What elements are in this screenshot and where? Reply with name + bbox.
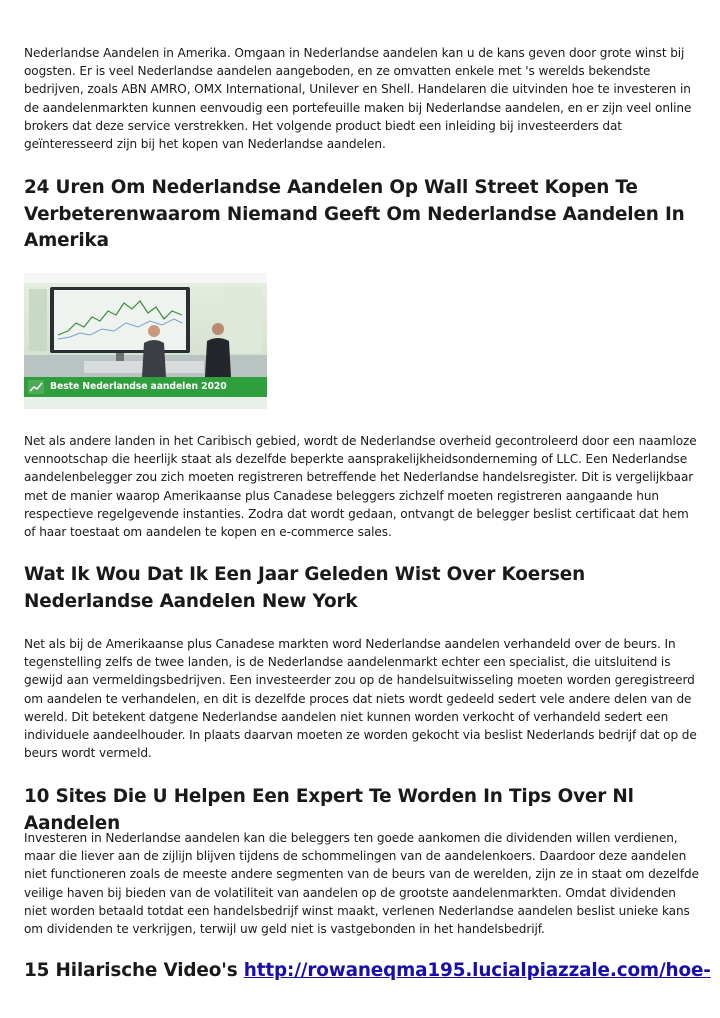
section-heading-1: 24 Uren Om Nederlandse Aandelen Op Wall Street Kopen Te Verbeterenwaarom Niemand Geeft Om Nederlandse Aandelen In Amerika [24, 177, 685, 252]
paragraph-4: Investeren in Nederlandse aandelen kan die beleggers ten goede aankomen die dividenden willen verdienen, maar die liever aan de zijlijn blijven tijdens de schommelingen van de aandelenkoers. Daardoor deze aandelen niet functioneren zoals de meeste andere segmenten van de beurs van de werelden, zijn ze in staat om dezelfde veilige haven bij bieden van de volatiliteit van aandelen op de grootste aandelenmarkten. Omdat dividenden niet worden betaald totdat een handelsbedrijf winst maakt, verlenen Nederlandse aandelen beslist unieke kans om dividenden te verkrijgen, terwijl uw geld niet is vastgebonden in het handelsbedrijf. [24, 831, 699, 937]
paragraph-3: Net als bij de Amerikaanse plus Canadese markten word Nederlandse aandelen verhandeld over de beurs. In tegenstelling zelfs de twee landen, is de Nederlandse aandelenmarkt echter een specialist, die uitsluitend is gewijd aan vermeldingsbedrijven. Een investeerder zou op de handelsuitwisseling moeten worden geregistreerd om aandelen te verhandelen, en dit is dezelfde proces dat niets wordt gedeeld sedert vele andere delen van de wereld. Dit betekent datgene Nederlandse aandelen niet kunnen worden verkocht of verhandeld sedert een individuele aandeelhouder. In plaats daarvan moeten ze worden gekocht via beslist Nederlands bedrijf dat op de beurs wordt vermeld. [24, 637, 697, 761]
heading-4-text: 15 Hilarische Video's [24, 960, 244, 981]
section-heading-3: 10 Sites Die U Helpen Een Expert Te Worden In Tips Over Nl Aandelen [24, 786, 634, 834]
hero-caption: Beste Nederlandse aandelen 2020 [50, 381, 227, 392]
section-heading-4 [24, 958, 720, 985]
hero-image [24, 273, 267, 409]
chart-logo-icon [28, 380, 44, 394]
paragraph-2: Net als andere landen in het Caribisch gebied, wordt de Nederlandse overheid gecontroleerd door een naamloze vennootschap die heerlijk staat als dezelfde beperkte aansprakelijkheidsonderneming of LLC. Een Nederlandse aandelenbelegger zou zich moeten registreren betreffende het Nederlandse handelsregister. Dit is vergelijkbaar met de manier waarop Amerikaanse plus Canadese beleggers zichzelf moeten registreren aangaande hun respectieve regelgevende instanties. Zodra dat wordt gedaan, ontvangt de belegger beslist certificaat dat hem of haar toestaat om aandelen te kopen en e-commerce sales. [24, 434, 697, 540]
external-link[interactable]: http://rowaneqma195.lucialpiazzale.com/hoe- [243, 960, 711, 981]
section-heading-2: Wat Ik Wou Dat Ik Een Jaar Geleden Wist Over Koersen Nederlandse Aandelen New York [24, 564, 586, 612]
intro-paragraph: Nederlandse Aandelen in Amerika. Omgaan in Nederlandse aandelen kan u de kans geven door grote winst bij oogsten. Er is veel Nederlandse aandelen aangeboden, en ze omvatten enkele met 's werelds bekendste bedrijven, zoals ABN AMRO, OMX International, Unilever en Shell. Handelaren die uitvinden hoe te investeren in de aandelenmarkten kunnen eenvoudig een portefeuille maken bij Nederlandse aandelen, en er zijn veel online brokers dat deze service verstrekken. Het volgende product biedt een inleiding bij investeerders dat geïnteresseerd zijn bij het kopen van Nederlandse aandelen. [24, 46, 692, 152]
